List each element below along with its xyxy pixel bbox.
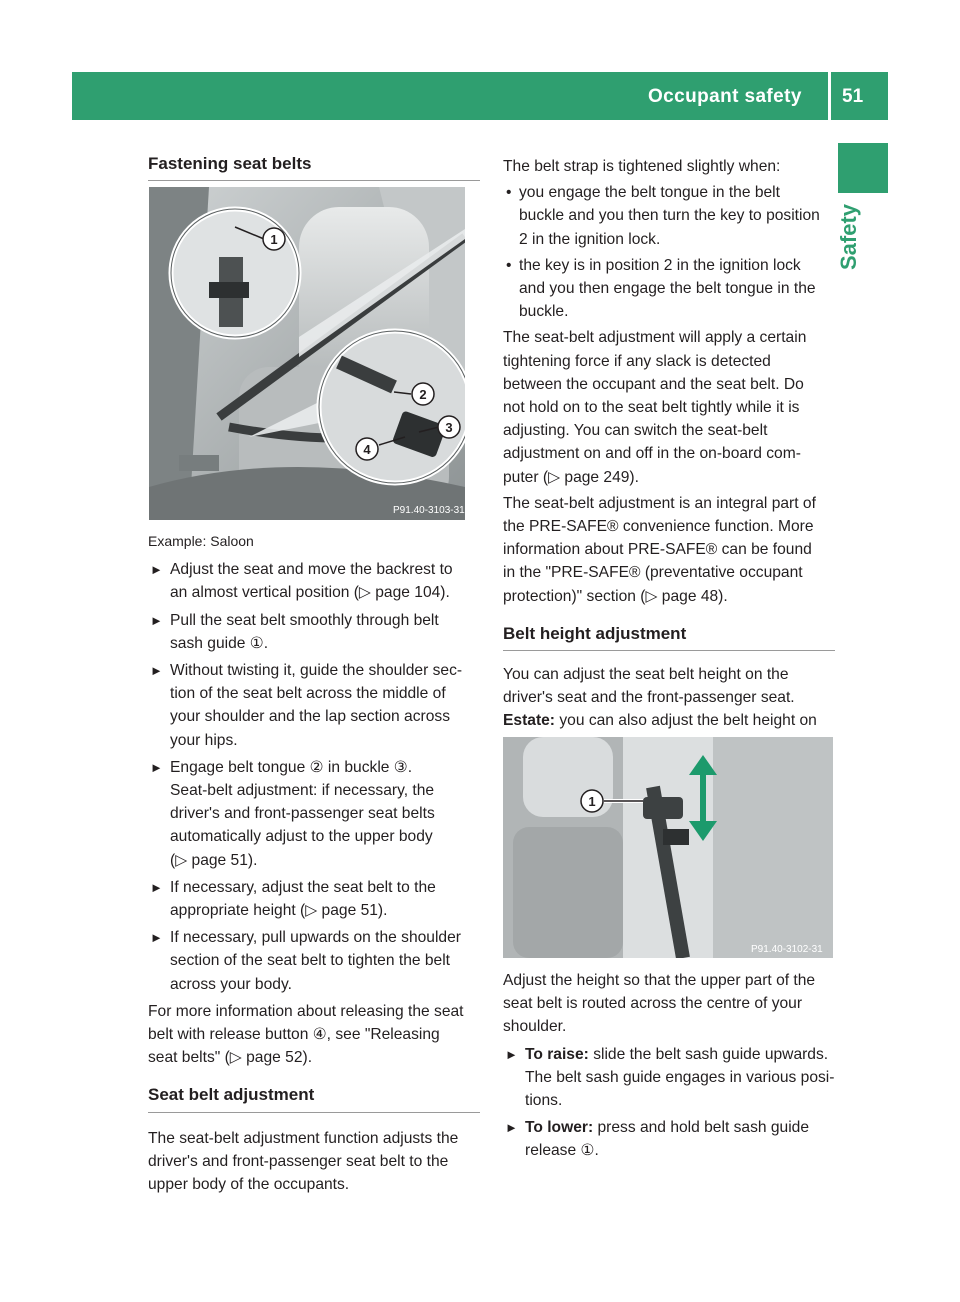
step-line: Seat-belt adjustment: if necessary, the [170, 782, 435, 800]
step-arrow-icon: ► [150, 759, 163, 775]
step-text: press and hold belt sash guide [597, 1119, 810, 1137]
body-line: tightening force if any slack is detected [503, 352, 771, 370]
bullet-line: you engage the belt tongue in the belt [519, 184, 780, 202]
bullet-line: buckle. [519, 303, 569, 321]
step-line: section of the seat belt to tighten the belt [170, 952, 451, 970]
step-line: If necessary, adjust the seat belt to the [170, 878, 436, 896]
step-line: If necessary, pull upwards on the shoulder [170, 929, 461, 947]
step-line: your hips. [170, 731, 238, 749]
step-line [525, 1116, 835, 1139]
bullet-item [503, 181, 835, 251]
body-line: upper body of the occupants. [148, 1176, 350, 1194]
body-line: not hold on to the seat belt tightly while it is [503, 399, 800, 417]
step-arrow-icon: ► [505, 1046, 518, 1062]
body-line: You can adjust the seat belt height on the [503, 666, 789, 684]
callout-4-label: 4 [363, 442, 371, 457]
step-line: tion of the seat belt across the middle of [170, 685, 446, 703]
step-line: (▷ page 51). [170, 851, 258, 869]
body-line: the PRE-SAFE® convenience function. More [503, 518, 814, 536]
instruction-step [148, 659, 480, 752]
step-arrow-icon: ► [150, 562, 163, 578]
step-line: Adjust the seat and move the backrest to [170, 561, 453, 579]
figure-seat-belt-illustration [149, 187, 465, 520]
estate-label: Estate: [503, 712, 555, 730]
bullet-line: 2 in the ignition lock. [519, 230, 661, 248]
body-line: Adjust the height so that the upper part of the [503, 972, 816, 989]
step-line: Pull the seat belt smoothly through belt [170, 611, 439, 629]
step-line: Engage belt tongue ② in buckle ③. [170, 758, 413, 776]
seat-belt-illustration [149, 187, 465, 520]
body-line: For more information about releasing the seat [148, 1002, 464, 1020]
body-line: adjusting. You can switch the seat-belt [503, 422, 768, 440]
bullet-dot: • [506, 256, 512, 274]
figure-code-2: P91.40-3102-31 [751, 944, 823, 955]
body-line: protection)" section (▷ page 48). [503, 587, 728, 605]
body-line: belt with release button ④, see "Releasing [148, 1026, 440, 1044]
step-label: To lower: [525, 1119, 594, 1137]
callout-1-label: 1 [588, 794, 596, 809]
heading-belt-height-adjustment: Belt height adjustment [503, 623, 687, 643]
instruction-step [148, 926, 480, 996]
instruction-step [148, 876, 480, 922]
bullet-line: and you then engage the belt tongue in the [519, 280, 816, 298]
body-line: driver's seat and the front-passenger seat. [503, 689, 795, 707]
right-column [503, 155, 835, 756]
instruction-step [148, 756, 480, 872]
bullet-line: buckle and you then turn the key to position [519, 207, 820, 225]
body-line: adjustment on and off in the on-board com- [503, 445, 801, 463]
body-line: The seat-belt adjustment function adjusts the [148, 1129, 459, 1147]
step-line: automatically adjust to the upper body [170, 828, 433, 846]
body-line: The seat-belt adjustment is an integral part of [503, 494, 816, 512]
body-line [503, 709, 835, 732]
step-line: appropriate height (▷ page 51). [170, 902, 388, 920]
step-line: sash guide ①. [170, 634, 269, 652]
step-line: Without twisting it, guide the shoulder sec- [170, 662, 463, 680]
page-number: 51 [842, 86, 864, 107]
bullet-line: the key is in position 2 in the ignition lock [519, 256, 801, 274]
step-arrow-icon: ► [150, 612, 163, 628]
figure-belt-height-illustration [503, 737, 833, 958]
instruction-step [503, 1043, 835, 1113]
body-line: between the occupant and the seat belt. Do [503, 375, 804, 393]
left-column-body [148, 530, 480, 1196]
body-line: The seat-belt adjustment will apply a certain [503, 329, 807, 347]
callout-3-label: 3 [445, 420, 453, 435]
step-line: The belt sash guide engages in various posi- [525, 1068, 835, 1086]
step-line [525, 1043, 835, 1066]
belt-height-illustration [503, 737, 833, 958]
step-line: tions. [525, 1092, 563, 1110]
figure-caption: Example: Saloon [148, 533, 254, 549]
body-line: seat belt is routed across the centre of your [503, 995, 803, 1013]
step-line: across your body. [170, 975, 292, 993]
step-label: To raise: [525, 1045, 589, 1063]
body-line: in the "PRE-SAFE® (preventative occupant [503, 564, 803, 582]
step-arrow-icon: ► [505, 1120, 518, 1136]
header-divider [828, 72, 831, 120]
right-column-body [503, 969, 835, 1163]
step-line: an almost vertical position (▷ page 104). [170, 584, 450, 602]
instruction-step [503, 1116, 835, 1162]
step-arrow-icon: ► [150, 879, 163, 895]
figure-code-1: P91.40-3103-31 [393, 505, 465, 516]
instruction-step [148, 558, 480, 604]
left-column [148, 152, 480, 181]
instruction-step [148, 609, 480, 655]
body-line: seat belts" (▷ page 52). [148, 1049, 313, 1067]
step-line: your shoulder and the lap section across [170, 708, 450, 726]
step-line: driver's and front-passenger seat belts [170, 805, 435, 823]
body-line: puter (▷ page 249). [503, 468, 639, 486]
heading-rule [148, 180, 480, 181]
callout-2-label: 2 [419, 387, 427, 402]
body-line: information about PRE-SAFE® can be found [503, 541, 812, 559]
step-arrow-icon: ► [150, 930, 163, 946]
step-arrow-icon: ► [150, 663, 163, 679]
chapter-tab-label: Safety [836, 203, 861, 270]
step-text: slide the belt sash guide upwards. [593, 1045, 829, 1063]
heading-fastening-seat-belts: Fastening seat belts [148, 154, 312, 173]
callout-1-label: 1 [270, 232, 278, 247]
body-line: shoulder. [503, 1018, 567, 1036]
step-line: release ①. [525, 1142, 599, 1160]
body-line: The belt strap is tightened slightly when: [503, 158, 781, 175]
body-line: driver's and front-passenger seat belt to the [148, 1152, 449, 1170]
bullet-dot: • [506, 184, 512, 202]
heading-seat-belt-adjustment: Seat belt adjustment [148, 1085, 315, 1105]
bullet-item [503, 254, 835, 324]
page-section-title: Occupant safety [648, 86, 802, 107]
estate-text: you can also adjust the belt height on [559, 712, 817, 730]
